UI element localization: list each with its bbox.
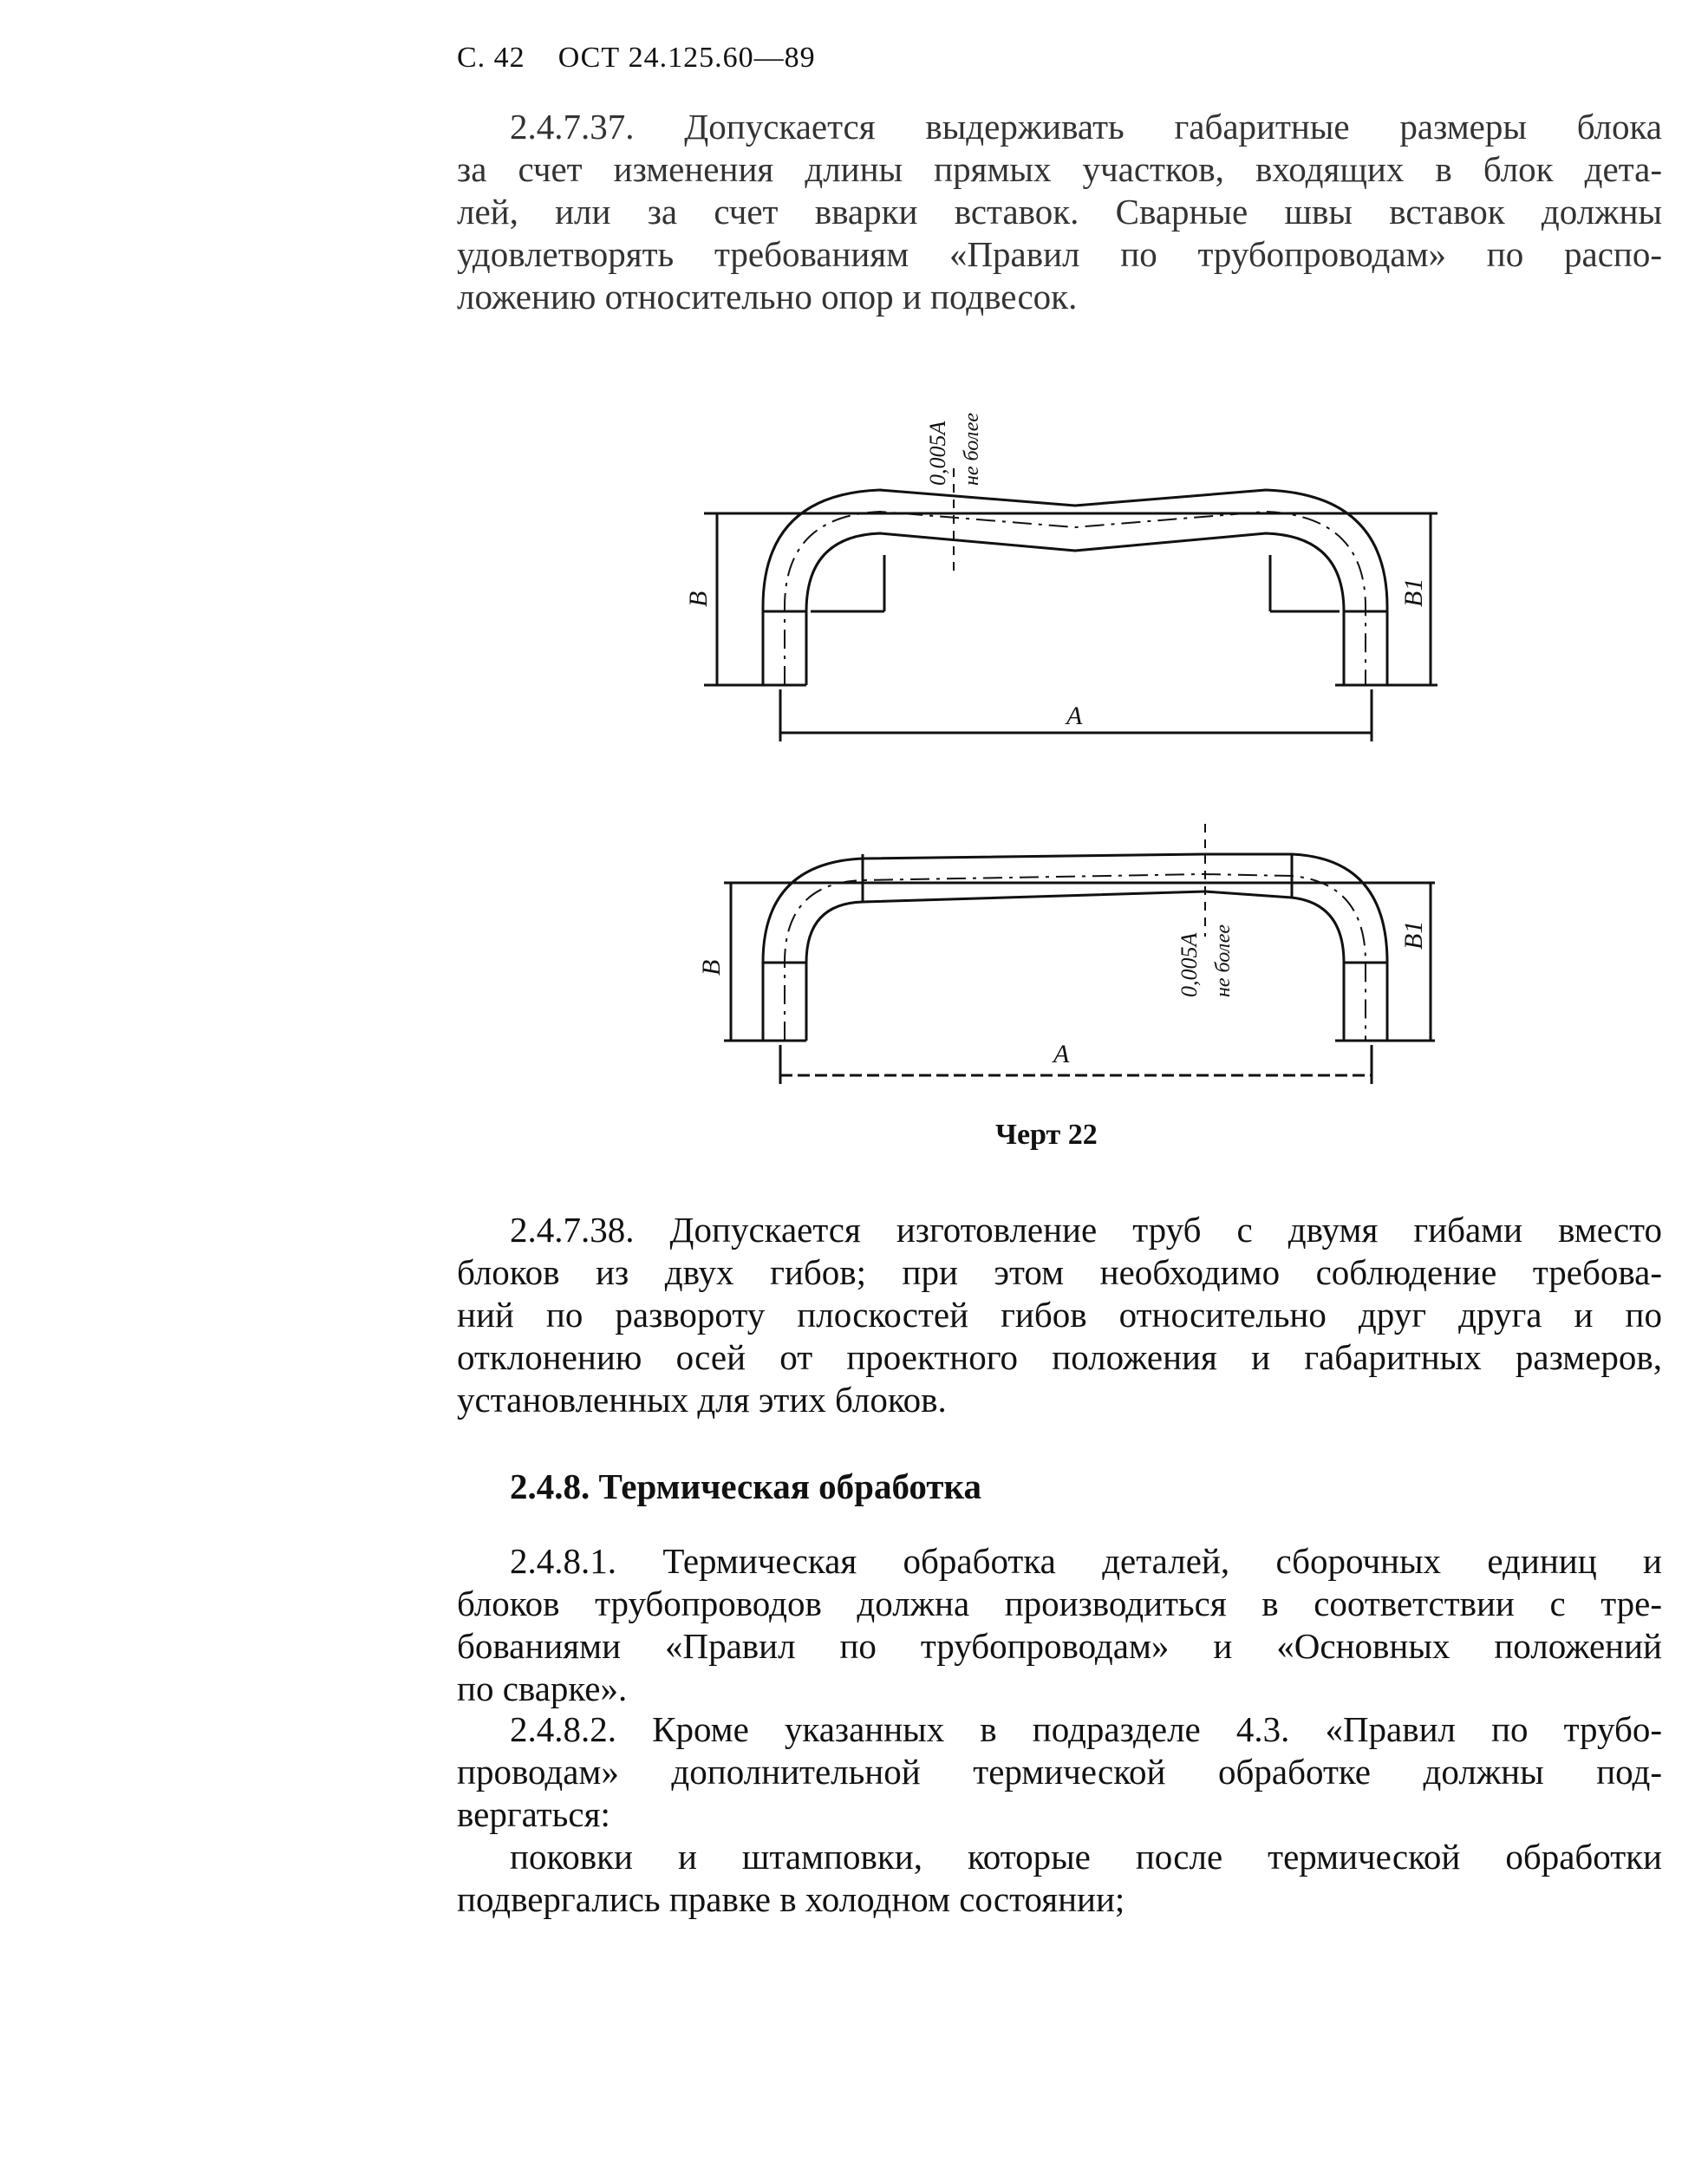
bottom-pipe-drawing bbox=[724, 854, 1435, 1084]
paragraph-line: лей, или за счет вварки вставок. Сварные швы вставок должны bbox=[457, 192, 1662, 232]
paragraph-line: отклонению осей от проектного положения и габаритных размеров, bbox=[457, 1337, 1662, 1377]
paragraph-line: удовлетворять требованиям «Правил по трубопроводам» по распо- bbox=[457, 234, 1662, 274]
page-number: С. 42 bbox=[457, 42, 525, 74]
paragraph-2-4-8-1 bbox=[457, 1540, 1662, 1710]
bottom-tol-value: 0,005А bbox=[1177, 932, 1202, 997]
paragraph-2-4-7-38 bbox=[457, 1209, 1662, 1421]
top-label-b: В bbox=[684, 591, 713, 607]
paragraph-line: установленных для этих блоков. bbox=[457, 1380, 947, 1420]
paragraph-line: блоков из двух гибов; при этом необходимо соблюдение требова- bbox=[457, 1252, 1662, 1292]
paragraph-line: 2.4.8.2. Кроме указанных в подразделе 4.3. «Правил по трубо- bbox=[510, 1709, 1662, 1749]
top-label-b1: В1 bbox=[1399, 578, 1428, 607]
paragraph-line: блоков трубопроводов должна производиться в соответствии с тре- bbox=[457, 1584, 1662, 1623]
top-label-a: А bbox=[1066, 702, 1083, 730]
top-tol-note: не более bbox=[961, 412, 983, 486]
bottom-label-b1: В1 bbox=[1399, 920, 1428, 950]
paragraph-forgings bbox=[457, 1836, 1662, 1921]
top-tol-value: 0,005А bbox=[925, 421, 950, 486]
paragraph-line: 2.4.7.38. Допускается изготовление труб с двумя гибами вместо bbox=[510, 1210, 1662, 1250]
paragraph-line: вергаться: bbox=[457, 1794, 610, 1834]
figure-caption: Черт 22 bbox=[995, 1119, 1098, 1151]
paragraph-2-4-8-2 bbox=[457, 1708, 1662, 1836]
section-heading: 2.4.8. Термическая обработка bbox=[510, 1466, 982, 1506]
paragraph-line: ложению относительно опор и подвесок. bbox=[457, 277, 1078, 317]
paragraph-line: подвергались правке в холодном состоянии; bbox=[457, 1879, 1125, 1919]
paragraph-line: бованиями «Правил по трубопроводам» и «Основных положений bbox=[457, 1626, 1662, 1666]
bottom-label-a: А bbox=[1053, 1040, 1070, 1068]
standard-code: ОСТ 24.125.60—89 bbox=[557, 42, 816, 74]
paragraph-line: по сварке». bbox=[457, 1668, 628, 1708]
paragraph-line: 2.4.8.1. Термическая обработка деталей, сборочных единиц и bbox=[510, 1541, 1662, 1581]
paragraph-line: поковки и штамповки, которые после термической обработки bbox=[510, 1837, 1662, 1877]
paragraph-line: ний по развороту плоскостей гибов относительно друг друга и по bbox=[457, 1295, 1662, 1335]
paragraph-line: за счет изменения длины прямых участков, входящих в блок дета- bbox=[457, 149, 1662, 189]
paragraph-line: 2.4.7.37. Допускается выдерживать габаритные размеры блока bbox=[510, 107, 1662, 147]
bottom-label-b: В bbox=[697, 959, 726, 976]
bottom-tol-note: не более bbox=[1212, 924, 1235, 997]
paragraph-line: проводам» дополнительной термической обработке должны под- bbox=[457, 1752, 1662, 1792]
